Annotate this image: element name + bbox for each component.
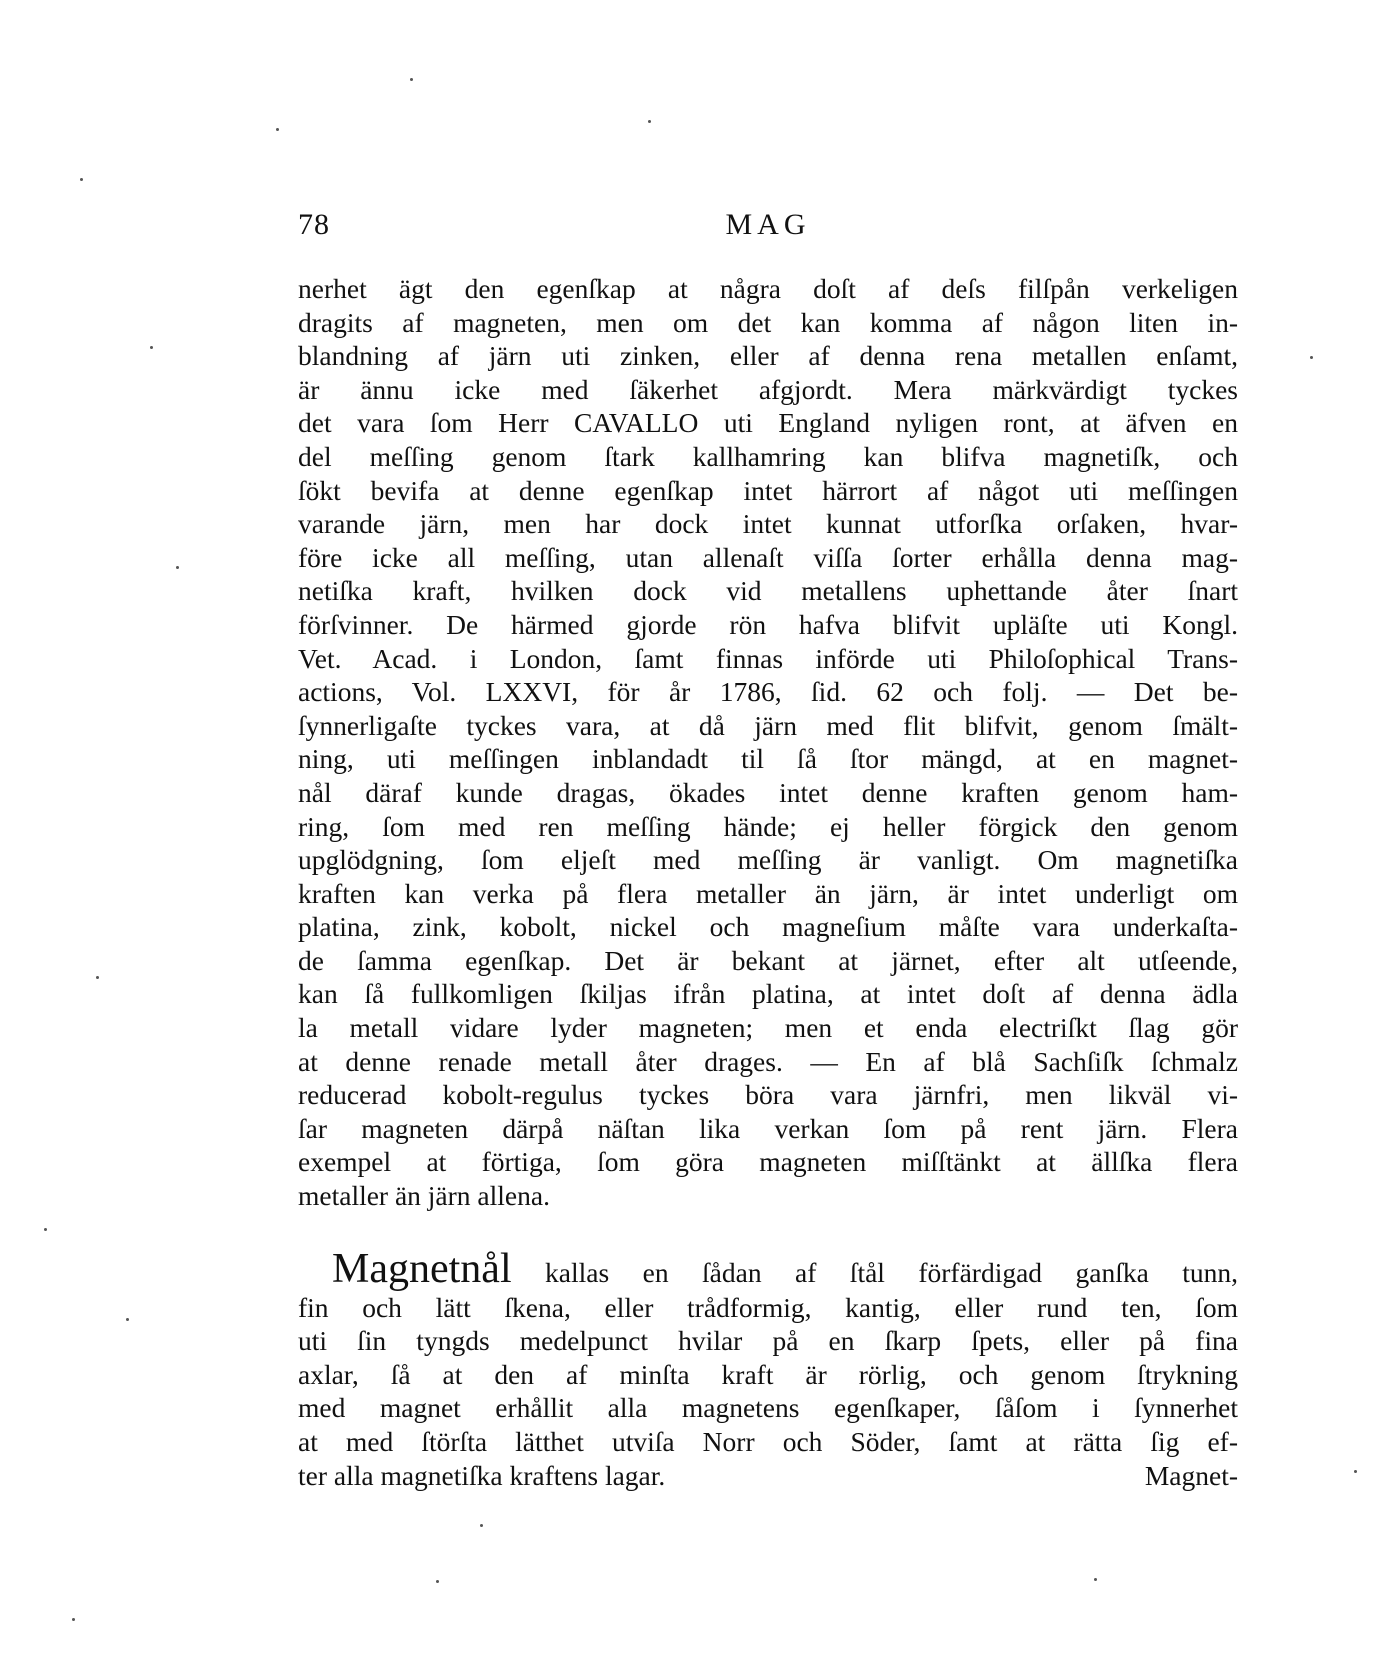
text-line: at denne renade metall åter drages. — En af blå Sachſiſk ſchmalz: [298, 1045, 1238, 1077]
entry-headword: Magnetnål: [332, 1246, 512, 1291]
entry-last-line: [298, 1459, 1238, 1493]
text-line: netiſka kraft, hvilken dock vid metallens uphettande åter ſnart: [298, 575, 1238, 607]
text-line: reducerad kobolt-regulus tyckes böra vara järnfri, men likväl vi-: [298, 1079, 1238, 1111]
body-text: [298, 272, 1238, 1492]
print-speck: [1094, 1578, 1097, 1581]
text-line: det vara ſom Herr CAVALLO uti England nyligen ront, at äfven en: [298, 407, 1238, 439]
entry-first-line-text: kallas en ſådan af ſtål förfärdigad ganſka tunn,: [545, 1256, 1238, 1288]
text-line: dragits af magneten, men om det kan komma af någon liten in-: [298, 306, 1238, 338]
print-speck: [410, 78, 413, 81]
text-line: med magnet erhållit alla magnetens egenſkaper, ſåſom i ſynnerhet: [298, 1392, 1238, 1424]
print-speck: [72, 1618, 75, 1621]
text-line: varande järn, men har dock intet kunnat utforſka orſaken, hvar-: [298, 508, 1238, 540]
text-line: före icke all meſſing, utan allenaſt viſſa ſorter erhålla denna mag-: [298, 541, 1238, 573]
text-line: är ännu icke med ſäkerhet afgjordt. Mera märkvärdigt tyckes: [298, 373, 1238, 405]
text-line: del meſſing genom ſtark kallhamring kan blifva magnetiſk, och: [298, 440, 1238, 472]
text-line: ſökt bevifa at denne egenſkap intet härrort af något uti meſſingen: [298, 474, 1238, 506]
page-header: [298, 208, 1238, 252]
text-line: kraften kan verka på flera metaller än järn, är intet underligt om: [298, 877, 1238, 909]
text-line: la metall vidare lyder magneten; men et enda electriſkt ſlag gör: [298, 1012, 1238, 1044]
text-line: upglödgning, ſom eljeſt med meſſing är vanligt. Om magnetiſka: [298, 844, 1238, 876]
text-line: uti ſin tyngds medelpunct hvilar på en ſkarp ſpets, eller på fina: [298, 1325, 1238, 1357]
catchword: Magnet-: [1144, 1459, 1238, 1491]
text-line: ring, ſom med ren meſſing hände; ej heller förgick den genom: [298, 810, 1238, 842]
text-line: Vet. Acad. i London, ſamt finnas införde uti Philoſophical Trans-: [298, 642, 1238, 674]
paragraph-cavallo: [298, 272, 1238, 1213]
print-speck: [126, 1318, 129, 1321]
print-speck: [150, 346, 153, 349]
entry-magnetnal: [298, 1247, 1238, 1493]
text-line: actions, Vol. LXXVI, för år 1786, ſid. 62 och folj. — Det be-: [298, 676, 1238, 708]
print-speck: [80, 178, 83, 181]
print-speck: [44, 1228, 47, 1231]
print-speck: [176, 566, 179, 569]
text-line: axlar, ſå at den af minſta kraft är rörlig, och genom ſtrykning: [298, 1358, 1238, 1390]
text-line: at med ſtörſta lätthet utviſa Norr och Söder, ſamt at rätta ſig ef-: [298, 1426, 1238, 1457]
text-line: platina, zink, kobolt, nickel och magneſium måſte vara underkaſta-: [298, 911, 1238, 943]
text-line: nål däraf kunde dragas, ökades intet denne kraften genom ham-: [298, 776, 1238, 808]
text-line: metaller än järn allena.: [298, 1180, 550, 1212]
text-line: ſar magneten därpå näſtan lika verkan ſom på rent järn. Flera: [298, 1112, 1238, 1144]
paragraph-gap: [298, 1213, 1238, 1247]
text-line: nerhet ägt den egenſkap at några doſt af deſs filſpån verkeligen: [298, 273, 1238, 304]
text-line: kan ſå fullkomligen ſkiljas ifrån platina, at intet doſt af denna ädla: [298, 978, 1238, 1010]
print-speck: [96, 976, 99, 979]
text-line: förſvinner. De härmed gjorde rön hafva blifvit upläſte uti Kongl.: [298, 608, 1238, 640]
text-line: blandning af järn uti zinken, eller af denna rena metallen enſamt,: [298, 340, 1238, 372]
entry-first-line: [298, 1247, 1238, 1291]
print-speck: [276, 128, 279, 131]
text-line: de ſamma egenſkap. Det är bekant at järnet, efter alt utſeende,: [298, 944, 1238, 976]
text-line: fin och lätt ſkena, eller trådformig, kantig, eller rund ten, ſom: [298, 1291, 1238, 1323]
text-line: ſynnerligaſte tyckes vara, at då järn med flit blifvit, genom ſmält-: [298, 709, 1238, 741]
print-speck: [1354, 1470, 1357, 1473]
text-line: ning, uti meſſingen inblandadt til ſå ſtor mängd, at en magnet-: [298, 743, 1238, 775]
print-speck: [436, 1580, 439, 1583]
print-speck: [480, 1524, 483, 1527]
entry-last-line-text: ter alla magnetiſka kraftens lagar.: [298, 1459, 666, 1491]
running-head: MAG: [725, 208, 811, 241]
print-speck: [648, 120, 651, 123]
print-speck: [1310, 356, 1313, 359]
text-line: exempel at förtiga, ſom göra magneten miſſtänkt at ällſka flera: [298, 1146, 1238, 1178]
page-number: 78: [298, 208, 330, 241]
